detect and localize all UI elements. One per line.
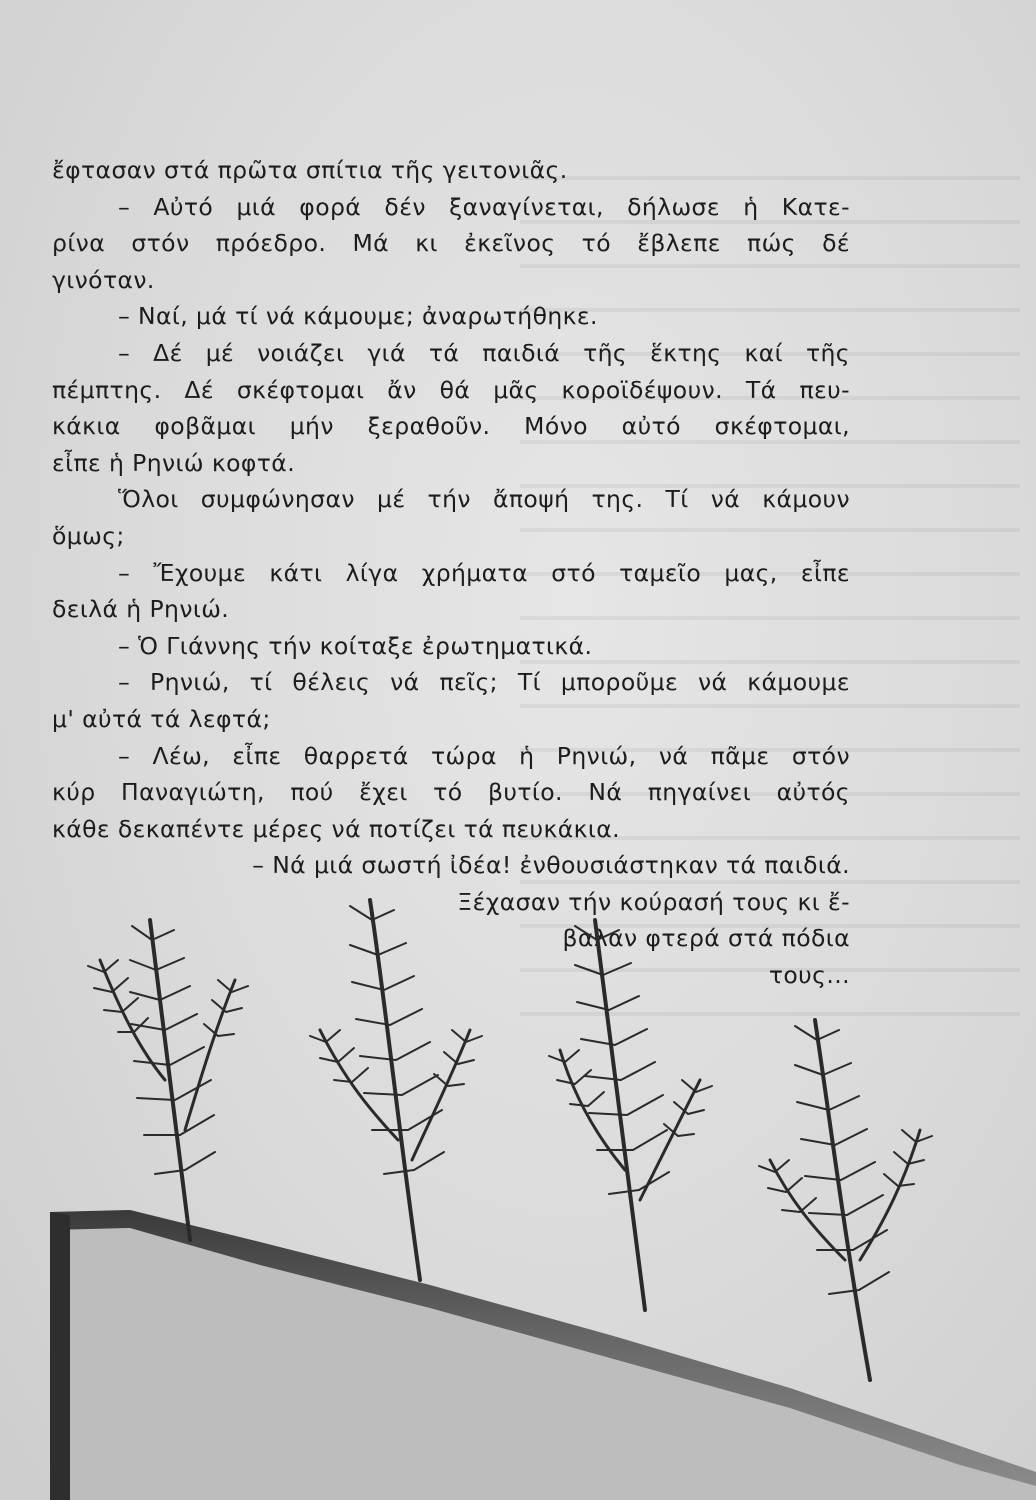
ground-shadow (50, 1212, 70, 1500)
text-line: κάθε δεκαπέντε μέρες νά ποτίζει τά πευκάκια. (52, 814, 621, 843)
pine-sapling (310, 900, 482, 1280)
text-line: Ξέχασαν τήν κούρασή τους κι ἔ- (457, 887, 850, 916)
text-line: βαλαν φτερά στά πόδια (562, 924, 850, 953)
text-line: γινόταν. (52, 265, 155, 294)
text-line: ἔφτασαν στά πρῶτα σπίτια τῆς γειτονιᾶς. (52, 156, 568, 184)
text-line: – Δέ μέ νοιάζει γιά τά παιδιά τῆς ἕκτης καί τῆς (118, 338, 850, 367)
ground-slope (50, 1225, 1036, 1500)
pine-sapling (759, 1020, 932, 1380)
text-line: ὅμως; (52, 521, 125, 550)
text-line: εἶπε ἡ Ρηνιώ κοφτά. (52, 448, 296, 477)
text-line: – Αὐτό μιά φορά δέν ξαναγίνεται, δήλωσε ἡ Κατε- (118, 192, 850, 221)
text-line: Ὅλοι συμφώνησαν μέ τήν ἄποψή της. Τί νά κάμουν (118, 485, 850, 514)
pine-saplings-illustration (0, 880, 1036, 1500)
story-text (52, 152, 850, 994)
text-line: μ' αὐτά τά λεφτά; (52, 704, 271, 733)
text-line: τους... (768, 961, 850, 990)
text-line: – Νά μιά σωστή ἰδέα! ἐνθουσιάστηκαν τά παιδιά. (252, 851, 850, 880)
text-line: ρίνα στόν πρόεδρο. Μά κι ἐκεῖνος τό ἔβλεπε πώς δέ (52, 229, 850, 258)
text-line: δειλά ἡ Ρηνιώ. (52, 595, 230, 624)
text-line: – Ρηνιώ, τί θέλεις νά πεῖς; Τί μποροῦμε νά κάμουμε (118, 668, 850, 697)
text-line: – Ναί, μά τί νά κάμουμε; ἀναρωτήθηκε. (118, 302, 598, 331)
text-line: πέμπτης. Δέ σκέφτομαι ἄν θά μᾶς κοροϊδέψουν. Τά πευ- (52, 375, 850, 404)
pine-sapling (549, 920, 712, 1310)
text-line: – Ὁ Γιάννης τήν κοίταξε ἐρωτηματικά. (118, 631, 593, 660)
text-line: – Ἔχουμε κάτι λίγα χρήματα στό ταμεῖο μας, εἶπε (118, 558, 850, 587)
pine-sapling (88, 920, 248, 1240)
text-line: κάκια φοβᾶμαι μήν ξεραθοῦν. Μόνο αὐτό σκέφτομαι, (52, 412, 850, 441)
text-line: κύρ Παναγιώτη, πού ἔχει τό βυτίο. Νά πηγαίνει αὐτός (52, 778, 850, 807)
text-line: – Λέω, εἶπε θαρρετά τώρα ἡ Ρηνιώ, νά πᾶμε στόν (118, 741, 850, 770)
